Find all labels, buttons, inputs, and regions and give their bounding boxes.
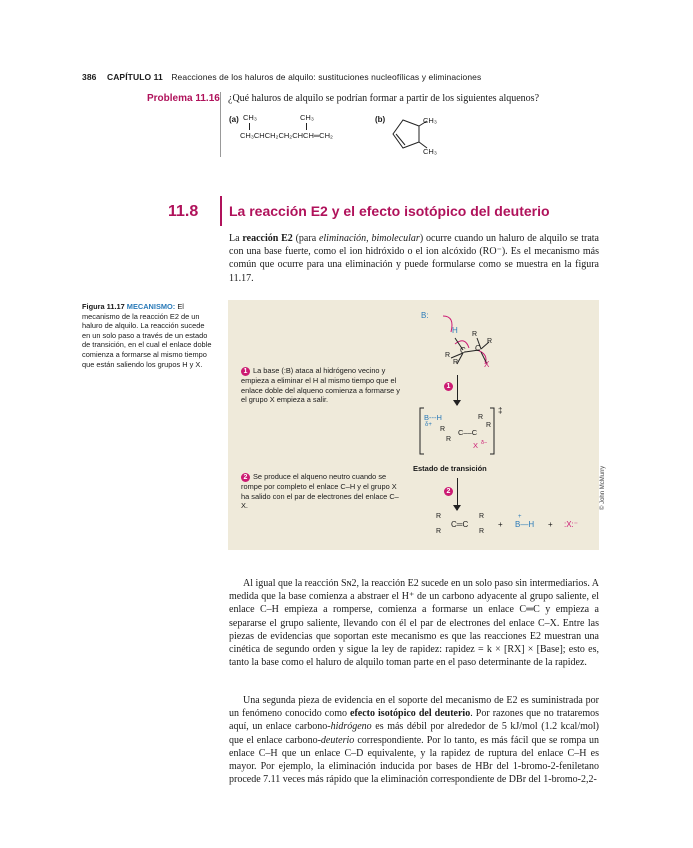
carbon-1-label: C (460, 346, 466, 355)
figure-copyright: © John McMurry (600, 465, 606, 510)
reactant-structure (415, 306, 525, 376)
problem-divider (220, 92, 221, 157)
intro-term: reacción E2 (242, 233, 293, 244)
carbon-2-label: C (475, 344, 481, 353)
step-2-text: Se produce el alqueno neutro cuando se rompe por completo el enlace C–H y el grupo X ha salido con el par de electrones del enlace C–X. (241, 472, 399, 511)
part-a-label: (a) (229, 115, 239, 124)
intro-text-3: ) ocurre cuando un haluro de alquilo se trata con una base fuerte, como el ion hidróxido o el ion alcóxido (RO⁻). Es el mecanismo más común que ocurre para una eliminación y puede formularse como se muestra en la figura 11.17. (229, 233, 599, 284)
section-bar (220, 196, 222, 226)
problem-question: ¿Qué haluros de alquilo se podrían formar a partir de los siguientes alquenos? (228, 93, 540, 104)
para3-italic-2: deuterio (320, 734, 355, 746)
ts-leaving-x: X (473, 441, 479, 450)
delta-plus: δ+ (425, 422, 432, 428)
para3-italic-1: hidrógeno (330, 721, 372, 733)
product-r-group: R (479, 528, 485, 535)
figure-caption-text: El mecanismo de la reacción E2 de un haluro de alquilo. La reacción sucede en un solo paso a través de un estado de transición, en el cual el enlace doble comienza a formarse al mismo tiempo que están saliendo los grupos H y X. (82, 302, 212, 369)
step-1-text: La base (:B) ataca al hidrógeno vecino y empieza a eliminar el H al mismo tiempo que el enlace doble del alqueno comienza a formarse y el grupo X empieza a salir. (241, 366, 400, 405)
para3-term: efecto isotópico del deuterio (350, 708, 471, 720)
section-number: 11.8 (168, 203, 199, 220)
chapter-title: Reacciones de los haluros de alquilo: sustituciones nucleofílicas y eliminaciones (171, 72, 482, 82)
paragraph-isotope-effect (229, 694, 599, 786)
ts-r-group: R (478, 414, 484, 421)
paragraph-e2-mechanism: Al igual que la reacción Sɴ2, la reacción E2 sucede en un solo paso sin intermediarios. A medida que la base comienza a abstraer el H⁺ de un carbono adyacente al grupo saliente, el enlace C–H empieza a romperse, comienza a formarse un enlace C═C y empieza a separarse el grupo saliente, llevando con él el par de electrones del enlace C–X. Entre las piezas de evidencias que soportan este mecanismo es que las reacciones E2 muestran una cinética de segundo orden y sigue la ley de rapidez: rapidez = k × [RX] × [Base]; esto es, tanto la base como el haluro de alquilo toman parte en el paso determinante de la rapidez. (229, 578, 599, 669)
figure-box (228, 300, 599, 550)
conjugate-acid: B—H (515, 520, 535, 529)
r-group: R (472, 331, 478, 338)
part-b-label: (b) (375, 115, 386, 124)
para3-text-2: . Por razones que no trataremos aquí, un enlace carbono- (229, 708, 599, 733)
intro-paragraph (229, 232, 599, 285)
step-1-badge: 1 (241, 367, 250, 376)
ts-carbon-carbon: C‒‒C (458, 428, 478, 437)
problem-label: Problema 11.16 (147, 93, 220, 104)
alkene-product: C═C (451, 520, 469, 529)
intro-text-1: La (229, 233, 243, 244)
arrow-1-badge: 1 (444, 382, 453, 391)
part-b-ch3-top: CH₃ (423, 116, 437, 125)
page-number: 386 (82, 72, 97, 82)
part-a-ch3-2: CH₃ (300, 113, 314, 122)
hydrogen-label: H (452, 326, 458, 335)
product-r-group: R (436, 528, 442, 535)
plus-sign: + (498, 520, 503, 529)
mechanism-label: MECANISMO: (126, 302, 176, 311)
base-label: B: (421, 311, 429, 320)
step-2-description (241, 472, 401, 511)
transition-dagger: ‡ (498, 406, 503, 415)
running-head (82, 72, 481, 82)
r-group: R (453, 359, 459, 366)
intro-text-2: (para (292, 233, 319, 244)
r-group: R (487, 338, 493, 345)
section-title: La reacción E2 y el efecto isotópico del deuterio (229, 203, 550, 219)
figure-label: Figura 11.17 (82, 302, 125, 311)
chapter-label: CAPÍTULO 11 (106, 72, 163, 82)
r-group: R (445, 352, 451, 359)
para3-text-1: Una segunda pieza de evidencia en el soporte del mecanismo de E2 es suministrada por un fenómeno conocido como (229, 695, 599, 720)
product-r-group: R (479, 513, 485, 520)
para3-text-4: correspondiente. Por lo tanto, es más fácil que se rompa un enlace C–H que un enlace C–D equivalente, y la rapidez de ruptura del enlace C–H es mayor. Por ejemplo, la eliminación inducida por bases de HBr del 1-bromo-2-feniletano procede 7.11 veces más rápido que la eliminación correspondiente de DBr del 1-bromo-2,2- (229, 734, 599, 786)
plus-sign: + (548, 520, 553, 529)
bh-charge: + (518, 514, 522, 520)
transition-state-label: Estado de transición (413, 464, 487, 473)
product-r-group: R (436, 513, 442, 520)
para3-text-3: es más débil por alrededor de 5 kJ/mol (1.2 kcal/mol) que el enlace carbono- (229, 721, 599, 746)
ts-r-group: R (440, 426, 446, 433)
part-b-ch3-bottom: CH₃ (423, 147, 437, 156)
leaving-group-x: X (484, 360, 490, 369)
ts-r-group: R (486, 422, 492, 429)
intro-italic: eliminación, bimolecular (318, 233, 420, 244)
arrow-2-badge: 2 (444, 487, 453, 496)
ts-base-hydrogen: B---H (424, 413, 442, 422)
figure-caption (82, 302, 214, 369)
arrow-2-head (453, 505, 461, 511)
ts-r-group: R (446, 436, 452, 443)
delta-minus: δ− (481, 440, 488, 446)
part-a-structure: CH₃CHCH₂CH₂CHCH═CH₂ (240, 131, 333, 140)
step-1-description (241, 366, 406, 405)
part-a-bond-2 (306, 123, 307, 130)
halide-anion: :X:⁻ (564, 520, 579, 529)
part-a-bond-1 (249, 123, 250, 130)
part-a-ch3-1: CH₃ (243, 113, 257, 122)
step-2-badge: 2 (241, 473, 250, 482)
